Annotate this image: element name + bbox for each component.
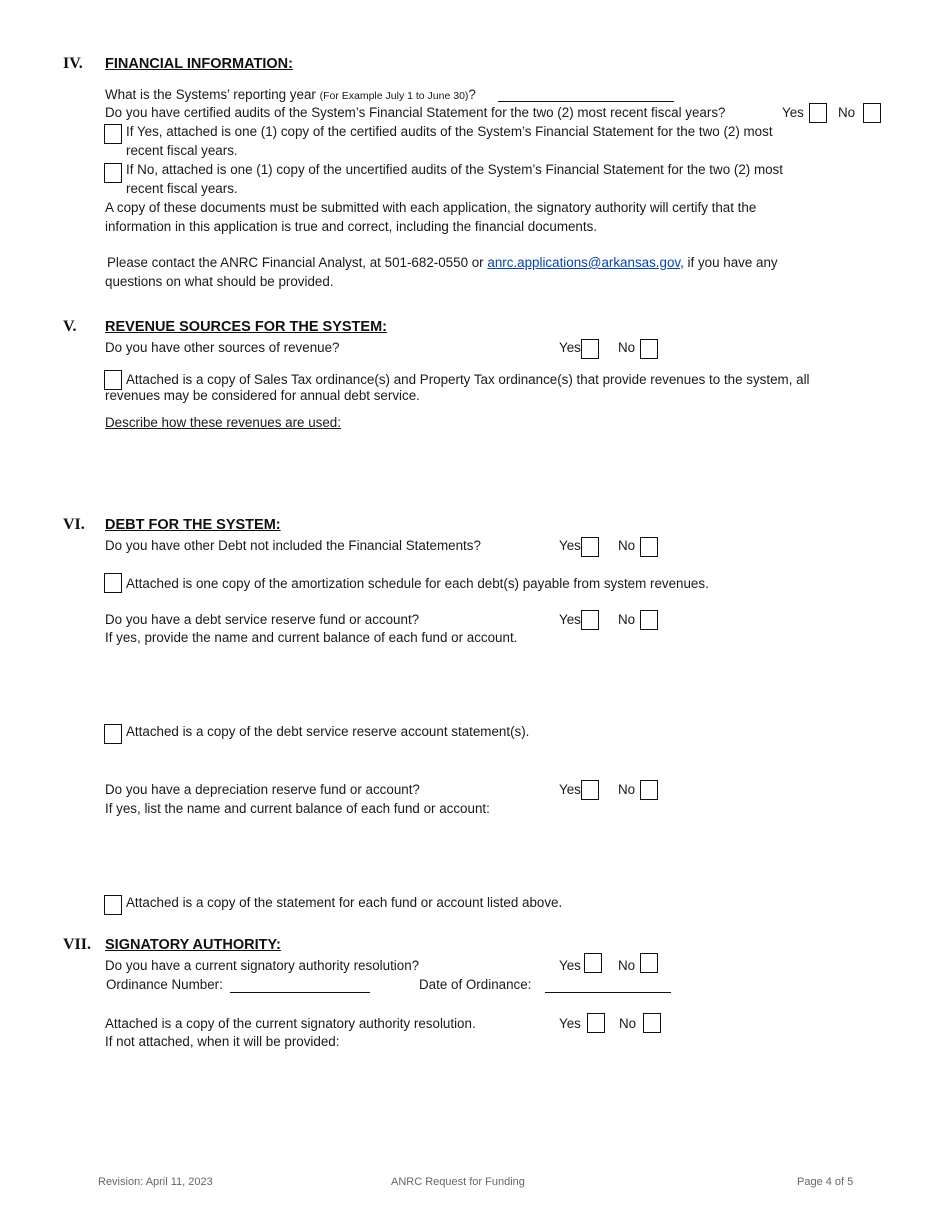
reporting-year-label: What is the Systems’ reporting year (105, 87, 316, 102)
fund-statement-text: Attached is a copy of the statement for each fund or account listed above. (126, 895, 563, 910)
depreciation-reserve-no-checkbox[interactable] (640, 780, 658, 800)
not-attached-question: If not attached, when it will be provided: (105, 1034, 340, 1049)
debt-reserve-yes-checkbox[interactable] (581, 610, 599, 630)
copy-note-1: A copy of these documents must be submitted with each application, the signatory authority will certify that the (105, 200, 757, 215)
footer-title: ANRC Request for Funding (391, 1176, 525, 1188)
contact-text-end: , if you have any (680, 255, 778, 270)
date-of-ordinance-label: Date of Ordinance: (419, 977, 532, 992)
contact-line-1 (107, 255, 778, 270)
debt-reserve-no-label: No (618, 612, 636, 627)
other-debt-no-label: No (618, 538, 636, 553)
signatory-resolution-question: Do you have a current signatory authority resolution? (105, 958, 420, 973)
describe-revenues-label: Describe how these revenues are used: (105, 415, 341, 430)
debt-reserve-statement-checkbox[interactable] (104, 724, 122, 744)
date-of-ordinance-field[interactable] (545, 992, 671, 993)
sales-tax-ordinance-text-1: Attached is a copy of Sales Tax ordinance(s) and Property Tax ordinance(s) that provide revenues to the system, all (126, 372, 810, 387)
depreciation-reserve-no-label: No (618, 782, 636, 797)
resolution-attached-no-label: No (619, 1016, 637, 1031)
fund-statement-checkbox[interactable] (104, 895, 122, 915)
section-vii-title: SIGNATORY AUTHORITY: (105, 937, 281, 953)
signatory-resolution-yes-label: Yes (559, 958, 581, 973)
reporting-year-qmark: ? (468, 87, 476, 102)
if-no-uncertified-checkbox[interactable] (104, 163, 122, 183)
signatory-resolution-no-checkbox[interactable] (640, 953, 658, 973)
ordinance-number-label: Ordinance Number: (106, 977, 223, 992)
depreciation-reserve-yes-label: Yes (559, 782, 581, 797)
signatory-resolution-no-label: No (618, 958, 636, 973)
section-iv-number: IV. (63, 55, 83, 72)
reporting-year-field[interactable] (498, 101, 674, 102)
resolution-attached-no-checkbox[interactable] (643, 1013, 661, 1033)
footer-page-number: Page 4 of 5 (797, 1176, 854, 1188)
debt-reserve-statement-text: Attached is a copy of the debt service reserve account statement(s). (126, 724, 530, 739)
section-vi-number: VI. (63, 516, 85, 533)
section-vi-title: DEBT FOR THE SYSTEM: (105, 517, 281, 533)
debt-reserve-no-checkbox[interactable] (640, 610, 658, 630)
contact-line-2: questions on what should be provided. (105, 274, 334, 289)
certified-audits-no-label: No (838, 105, 856, 120)
certified-audits-yes-checkbox[interactable] (809, 103, 827, 123)
depreciation-reserve-yes-checkbox[interactable] (581, 780, 599, 800)
other-debt-no-checkbox[interactable] (640, 537, 658, 557)
debt-reserve-question: Do you have a debt service reserve fund or account? (105, 612, 420, 627)
contact-text: Please contact the ANRC Financial Analyst, at 501-682-0550 or (107, 255, 488, 270)
signatory-resolution-yes-checkbox[interactable] (584, 953, 602, 973)
other-revenue-question: Do you have other sources of revenue? (105, 340, 340, 355)
if-no-uncertified-text-1: If No, attached is one (1) copy of the uncertified audits of the System’s Financial Statement for the two (2) most (126, 162, 783, 177)
reporting-year-question (105, 87, 476, 102)
copy-note-2: information in this application is true and correct, including the financial documents. (105, 219, 598, 234)
other-revenue-yes-checkbox[interactable] (581, 339, 599, 359)
depreciation-reserve-note: If yes, list the name and current balance of each fund or account: (105, 801, 490, 816)
section-v-title: REVENUE SOURCES FOR THE SYSTEM: (105, 319, 387, 335)
other-debt-yes-checkbox[interactable] (581, 537, 599, 557)
debt-reserve-yes-label: Yes (559, 612, 581, 627)
resolution-attached-yes-label: Yes (559, 1016, 581, 1031)
other-revenue-no-label: No (618, 340, 636, 355)
other-revenue-no-checkbox[interactable] (640, 339, 658, 359)
section-vii-number: VII. (63, 936, 92, 953)
amortization-schedule-text: Attached is one copy of the amortization schedule for each debt(s) payable from system revenues. (126, 576, 709, 591)
if-yes-certified-checkbox[interactable] (104, 124, 122, 144)
section-v-number: V. (63, 318, 77, 335)
amortization-schedule-checkbox[interactable] (104, 573, 122, 593)
sales-tax-ordinance-checkbox[interactable] (104, 370, 122, 390)
depreciation-reserve-question: Do you have a depreciation reserve fund or account? (105, 782, 420, 797)
sales-tax-ordinance-text-2: revenues may be considered for annual debt service. (105, 388, 420, 403)
section-iv-title: FINANCIAL INFORMATION: (105, 56, 293, 72)
other-revenue-yes-label: Yes (559, 340, 581, 355)
if-yes-certified-text-2: recent fiscal years. (126, 143, 238, 158)
other-debt-yes-label: Yes (559, 538, 581, 553)
debt-reserve-note: If yes, provide the name and current balance of each fund or account. (105, 630, 518, 645)
reporting-year-note: (For Example July 1 to June 30) (319, 90, 469, 102)
footer-revision: Revision: April 11, 2023 (98, 1176, 213, 1188)
resolution-attached-text: Attached is a copy of the current signatory authority resolution. (105, 1016, 476, 1031)
if-no-uncertified-text-2: recent fiscal years. (126, 181, 238, 196)
ordinance-number-field[interactable] (230, 992, 370, 993)
contact-email-link[interactable]: anrc.applications@arkansas.gov (487, 255, 681, 270)
other-debt-question: Do you have other Debt not included the Financial Statements? (105, 538, 481, 553)
certified-audits-no-checkbox[interactable] (863, 103, 881, 123)
resolution-attached-yes-checkbox[interactable] (587, 1013, 605, 1033)
if-yes-certified-text-1: If Yes, attached is one (1) copy of the certified audits of the System’s Financial Statement for the two (2) most (126, 124, 773, 139)
certified-audits-yes-label: Yes (782, 105, 804, 120)
certified-audits-question: Do you have certified audits of the System’s Financial Statement for the two (2) most recent fiscal years? (105, 105, 726, 120)
